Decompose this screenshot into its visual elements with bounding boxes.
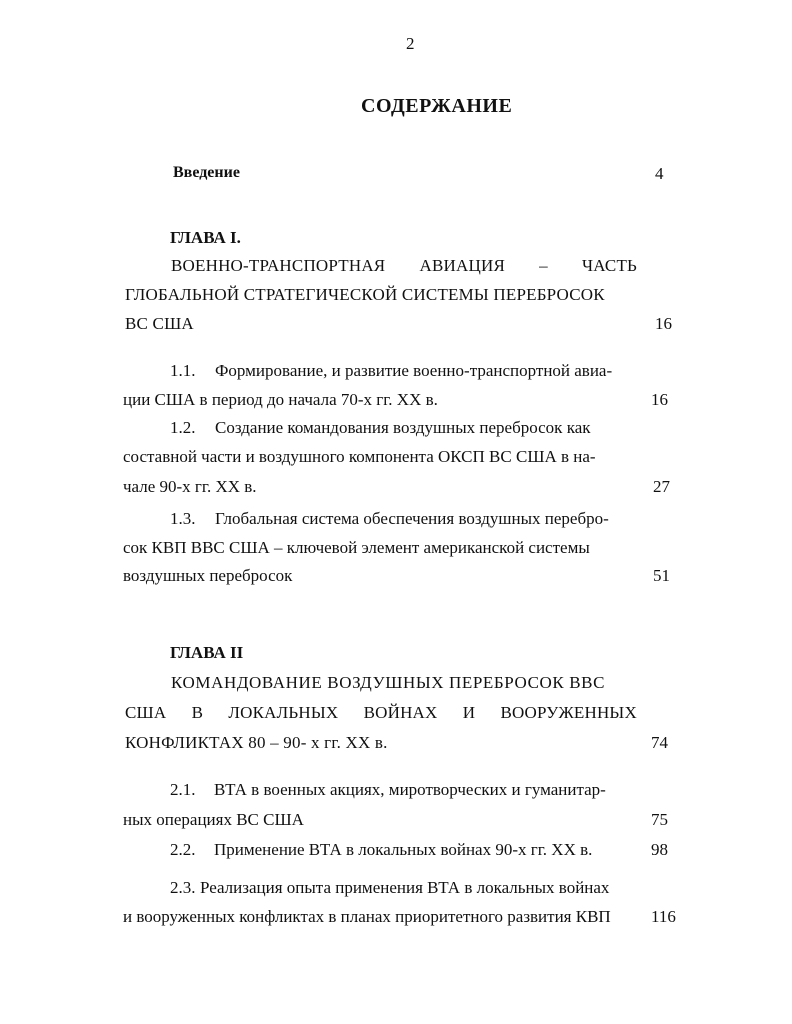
page-number: 2 xyxy=(406,34,415,53)
section-page: 116 xyxy=(651,907,676,926)
chapter2-title-word: ЛОКАЛЬНЫХ xyxy=(228,703,339,722)
section-page: 98 xyxy=(651,840,668,859)
section-number: 2.2. xyxy=(170,840,196,859)
chapter2-title-word: И xyxy=(462,703,476,722)
section-title-line[interactable]: Реализация опыта применения ВТА в локальных войнах xyxy=(200,878,610,897)
page-title: СОДЕРЖАНИЕ xyxy=(361,95,513,117)
chapter2-title-line3: КОНФЛИКТАХ 80 – 90- х гг. XX в. xyxy=(125,733,388,752)
section-number: 1.1. xyxy=(170,361,196,380)
chapter2-title-word: ВОЙНАХ xyxy=(363,703,438,722)
section-number: 1.2. xyxy=(170,418,196,437)
toc-intro-label[interactable]: Введение xyxy=(173,164,240,181)
section-title-line[interactable]: воздушных перебросок xyxy=(123,566,293,585)
section-page: 75 xyxy=(651,810,668,829)
section-page: 16 xyxy=(651,390,668,409)
section-title-line[interactable]: Применение ВТА в локальных войнах 90-х гг. XX в. xyxy=(214,840,593,859)
chapter2-page: 74 xyxy=(651,733,668,752)
section-title-line[interactable]: ВТА в военных акциях, миротворческих и гуманитар- xyxy=(214,780,606,799)
section-title-line[interactable]: Глобальная система обеспечения воздушных перебро- xyxy=(215,509,609,528)
chapter1-heading[interactable]: ГЛАВА I. xyxy=(170,228,241,247)
section-title-line[interactable]: и вооруженных конфликтах в планах приоритетного развития КВП xyxy=(123,907,611,926)
section-title-line[interactable]: чале 90-х гг. XX в. xyxy=(123,477,257,496)
section-title-line[interactable]: составной части и воздушного компонента ОКСП ВС США в на- xyxy=(123,447,596,466)
chapter1-title-word: ВОЕННО-ТРАНСПОРТНАЯ xyxy=(171,256,386,275)
chapter1-title-word: АВИАЦИЯ xyxy=(419,256,505,275)
chapter1-title-line2: ГЛОБАЛЬНОЙ СТРАТЕГИЧЕСКОЙ СИСТЕМЫ ПЕРЕБРОСОК xyxy=(125,285,605,304)
chapter1-title-word: – xyxy=(539,256,548,275)
section-title-line[interactable]: Формирование, и развитие военно-транспортной авиа- xyxy=(215,361,613,380)
chapter2-heading[interactable]: ГЛАВА II xyxy=(170,643,244,662)
section-title-line[interactable]: сок КВП ВВС США – ключевой элемент американской системы xyxy=(123,538,590,557)
section-number: 1.3. xyxy=(170,509,196,528)
toc-intro-page: 4 xyxy=(655,164,664,183)
chapter2-title-line2 xyxy=(125,703,637,723)
chapter2-title-word: В xyxy=(191,703,204,722)
section-number: 2.1. xyxy=(170,780,196,799)
chapter2-title-word: США xyxy=(125,703,167,722)
section-number: 2.3. xyxy=(170,878,196,897)
chapter2-title-line1: КОМАНДОВАНИЕ ВОЗДУШНЫХ ПЕРЕБРОСОК ВВС xyxy=(171,673,606,692)
chapter2-title-word: ВООРУЖЕННЫХ xyxy=(500,703,637,722)
section-page: 51 xyxy=(653,566,670,585)
chapter1-title-word: ЧАСТЬ xyxy=(582,256,637,275)
chapter1-title-line1 xyxy=(171,256,637,276)
section-page: 27 xyxy=(653,477,670,496)
section-title-line[interactable]: ции США в период до начала 70-х гг. XX в. xyxy=(123,390,438,409)
section-title-line[interactable]: Создание командования воздушных перебросок как xyxy=(215,418,591,437)
chapter1-title-line3: ВС США xyxy=(125,314,194,333)
chapter1-page: 16 xyxy=(655,314,672,333)
section-title-line[interactable]: ных операциях ВС США xyxy=(123,810,304,829)
